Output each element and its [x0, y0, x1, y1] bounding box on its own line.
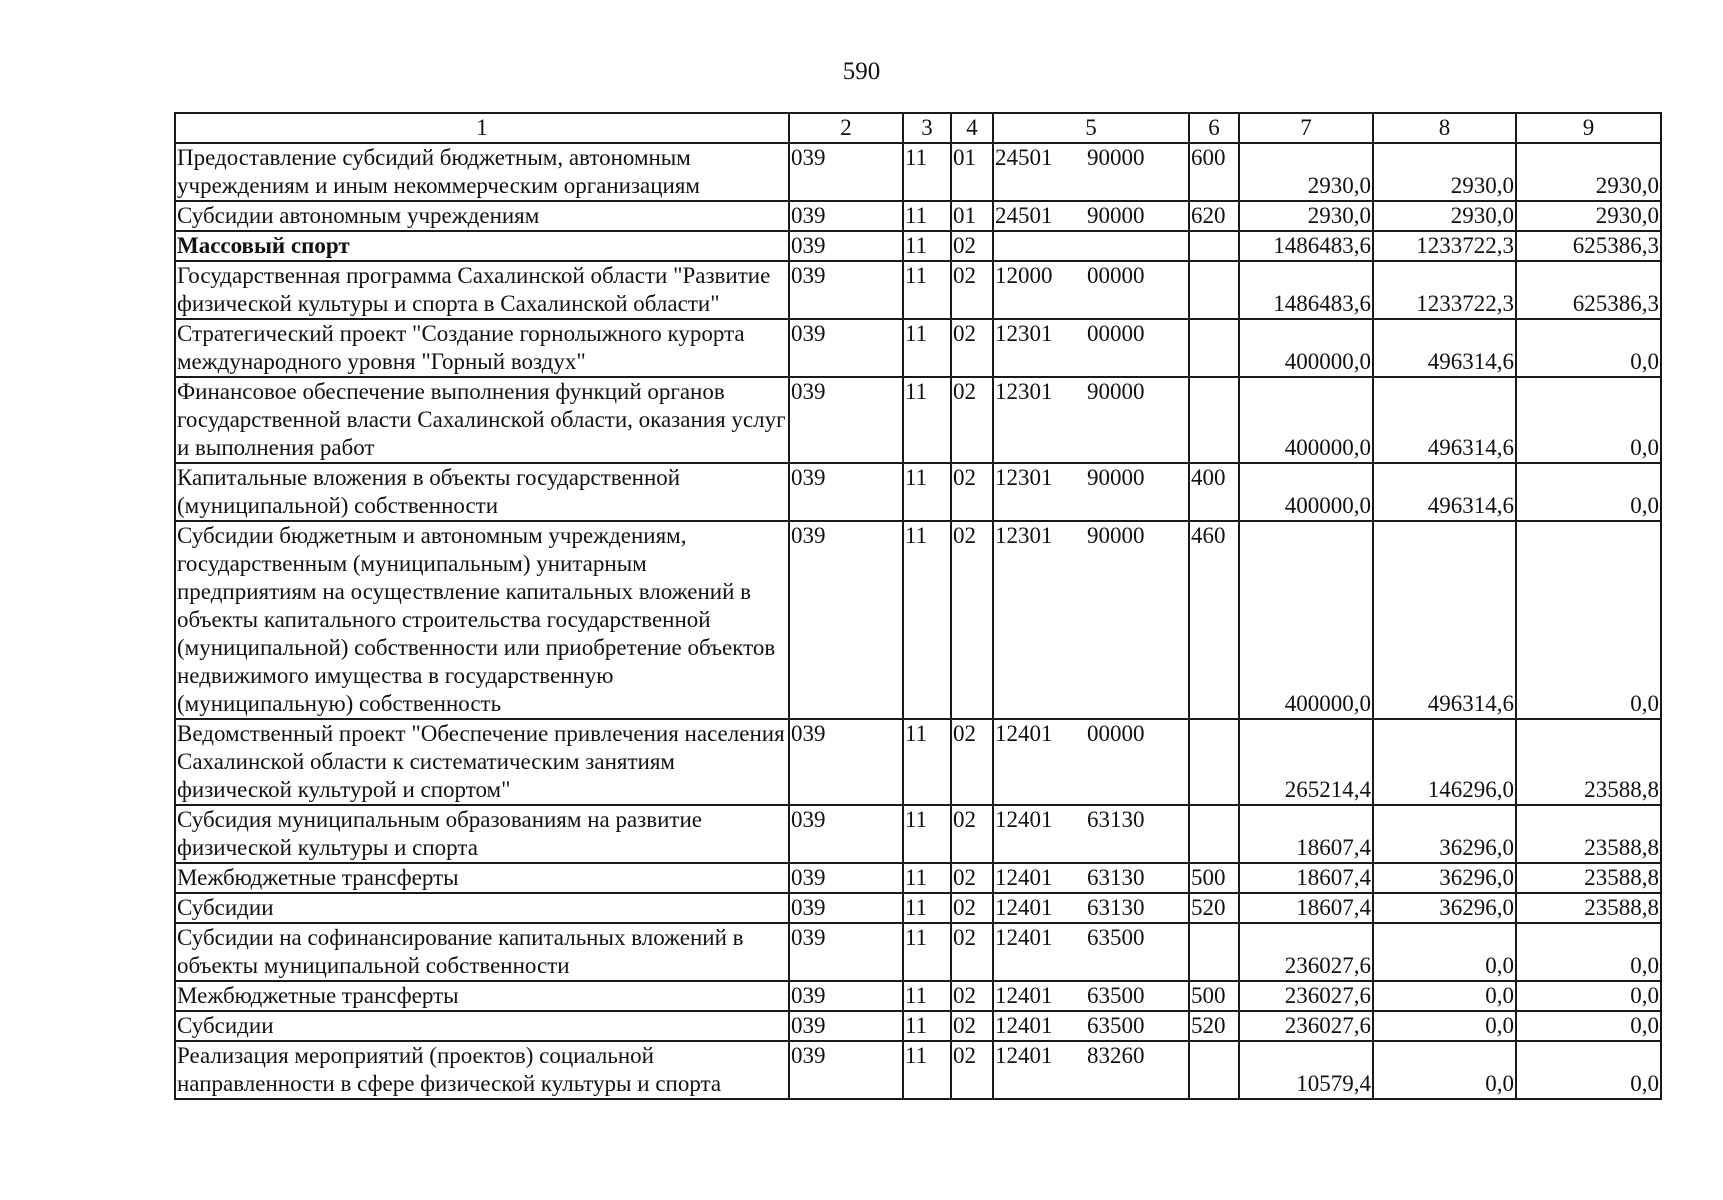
amount-year2-cell: 496314,6	[1373, 463, 1516, 521]
amount-year2-cell: 36296,0	[1373, 863, 1516, 893]
amount-year1-cell: 400000,0	[1239, 463, 1373, 521]
direction-code: 00000	[1087, 321, 1145, 346]
direction-code: 90000	[1087, 465, 1145, 490]
expense-type-cell	[1189, 231, 1239, 261]
amount-year3-cell: 23588,8	[1516, 863, 1661, 893]
program-code: 12401	[995, 807, 1053, 832]
table-row	[175, 143, 1661, 201]
amount-year3-cell: 0,0	[1516, 923, 1661, 981]
subsection-code-cell: 02	[951, 719, 993, 805]
subsection-code-cell: 02	[951, 231, 993, 261]
amount-year2-cell: 1233722,3	[1373, 231, 1516, 261]
program-code: 12401	[995, 925, 1053, 950]
row-name-cell: Реализация мероприятий (проектов) социальной направленности в сфере физической культуры и спорта	[175, 1041, 789, 1099]
direction-code: 63130	[1087, 895, 1145, 920]
ministry-code-cell: 039	[789, 893, 903, 923]
target-article-cell	[993, 863, 1189, 893]
subsection-code-cell: 02	[951, 1041, 993, 1099]
column-header: 4	[951, 113, 993, 143]
direction-code: 63130	[1087, 865, 1145, 890]
target-article-cell	[993, 719, 1189, 805]
ministry-code-cell: 039	[789, 923, 903, 981]
amount-year2-cell: 0,0	[1373, 1011, 1516, 1041]
amount-year2-cell: 1233722,3	[1373, 261, 1516, 319]
amount-year3-cell: 23588,8	[1516, 719, 1661, 805]
amount-year2-cell: 2930,0	[1373, 201, 1516, 231]
table-row	[175, 981, 1661, 1011]
section-code-cell: 11	[903, 143, 951, 201]
amount-year2-cell: 36296,0	[1373, 893, 1516, 923]
section-code-cell: 11	[903, 521, 951, 719]
ministry-code-cell: 039	[789, 805, 903, 863]
ministry-code-cell: 039	[789, 521, 903, 719]
program-code: 24501	[995, 145, 1053, 170]
table-row	[175, 231, 1661, 261]
amount-year2-cell: 496314,6	[1373, 377, 1516, 463]
amount-year3-cell: 0,0	[1516, 1011, 1661, 1041]
direction-code: 63500	[1087, 1013, 1145, 1038]
amount-year1-cell: 400000,0	[1239, 521, 1373, 719]
section-code-cell: 11	[903, 319, 951, 377]
subsection-code-cell: 01	[951, 201, 993, 231]
program-code: 12301	[995, 465, 1053, 490]
row-name-cell: Предоставление субсидий бюджетным, автономным учреждениям и иным некоммерческим организациям	[175, 143, 789, 201]
amount-year1-cell: 2930,0	[1239, 201, 1373, 231]
table-row	[175, 377, 1661, 463]
target-article-cell	[993, 1041, 1189, 1099]
subsection-code-cell: 02	[951, 863, 993, 893]
ministry-code-cell: 039	[789, 981, 903, 1011]
section-code-cell: 11	[903, 1011, 951, 1041]
amount-year3-cell: 625386,3	[1516, 261, 1661, 319]
column-header: 2	[789, 113, 903, 143]
row-name-cell: Субсидии бюджетным и автономным учреждениям, государственным (муниципальным) унитарным предприятиям на осуществление капитальных вложений в объекты капитального строительства государственной (муниципальной) собственности или приобретение объектов недвижимого имущества в государственную (муниципальную) собственность	[175, 521, 789, 719]
program-code: 24501	[995, 203, 1053, 228]
subsection-code-cell: 02	[951, 893, 993, 923]
expense-type-cell	[1189, 261, 1239, 319]
amount-year3-cell: 0,0	[1516, 981, 1661, 1011]
amount-year1-cell: 236027,6	[1239, 981, 1373, 1011]
target-article-cell	[993, 377, 1189, 463]
target-article-cell	[993, 1011, 1189, 1041]
amount-year3-cell: 0,0	[1516, 1041, 1661, 1099]
section-code-cell: 11	[903, 1041, 951, 1099]
direction-code: 90000	[1087, 145, 1145, 170]
row-name-cell: Межбюджетные трансферты	[175, 981, 789, 1011]
program-code: 12301	[995, 523, 1053, 548]
amount-year1-cell: 10579,4	[1239, 1041, 1373, 1099]
target-article-cell	[993, 893, 1189, 923]
amount-year1-cell: 236027,6	[1239, 923, 1373, 981]
column-number-row	[175, 113, 1661, 143]
expense-type-cell	[1189, 805, 1239, 863]
ministry-code-cell: 039	[789, 319, 903, 377]
program-code: 12401	[995, 983, 1053, 1008]
section-code-cell: 11	[903, 981, 951, 1011]
amount-year1-cell: 2930,0	[1239, 143, 1373, 201]
table-row	[175, 719, 1661, 805]
amount-year2-cell: 496314,6	[1373, 319, 1516, 377]
table-row	[175, 319, 1661, 377]
column-header: 6	[1189, 113, 1239, 143]
program-code: 12401	[995, 1013, 1053, 1038]
direction-code: 83260	[1087, 1043, 1145, 1068]
amount-year2-cell: 0,0	[1373, 981, 1516, 1011]
amount-year1-cell: 400000,0	[1239, 319, 1373, 377]
subsection-code-cell: 02	[951, 377, 993, 463]
table-row	[175, 1011, 1661, 1041]
subsection-code-cell: 01	[951, 143, 993, 201]
expense-type-cell: 400	[1189, 463, 1239, 521]
target-article-cell	[993, 143, 1189, 201]
ministry-code-cell: 039	[789, 231, 903, 261]
direction-code: 63130	[1087, 807, 1145, 832]
section-code-cell: 11	[903, 201, 951, 231]
section-code-cell: 11	[903, 231, 951, 261]
direction-code: 63500	[1087, 925, 1145, 950]
ministry-code-cell: 039	[789, 1011, 903, 1041]
column-header: 9	[1516, 113, 1661, 143]
target-article-cell	[993, 319, 1189, 377]
subsection-code-cell: 02	[951, 923, 993, 981]
row-name-cell: Стратегический проект "Создание горнолыжного курорта международного уровня "Горный воздух"	[175, 319, 789, 377]
target-article-cell	[993, 923, 1189, 981]
table-row	[175, 863, 1661, 893]
expense-type-cell: 500	[1189, 981, 1239, 1011]
row-name-cell: Субсидии	[175, 1011, 789, 1041]
target-article-cell	[993, 805, 1189, 863]
column-header: 8	[1373, 113, 1516, 143]
program-code: 12401	[995, 721, 1053, 746]
target-article-cell	[993, 981, 1189, 1011]
ministry-code-cell: 039	[789, 463, 903, 521]
amount-year2-cell: 496314,6	[1373, 521, 1516, 719]
amount-year3-cell: 0,0	[1516, 521, 1661, 719]
subsection-code-cell: 02	[951, 805, 993, 863]
table-row	[175, 201, 1661, 231]
expense-type-cell: 620	[1189, 201, 1239, 231]
amount-year1-cell: 1486483,6	[1239, 231, 1373, 261]
subsection-code-cell: 02	[951, 463, 993, 521]
subsection-code-cell: 02	[951, 261, 993, 319]
section-code-cell: 11	[903, 923, 951, 981]
amount-year3-cell: 0,0	[1516, 463, 1661, 521]
table-row	[175, 463, 1661, 521]
program-code: 12401	[995, 1043, 1053, 1068]
amount-year1-cell: 265214,4	[1239, 719, 1373, 805]
budget-table	[174, 112, 1662, 1100]
row-name-cell: Субсидия муниципальным образованиям на развитие физической культуры и спорта	[175, 805, 789, 863]
program-code: 12301	[995, 379, 1053, 404]
amount-year2-cell: 0,0	[1373, 923, 1516, 981]
column-header: 1	[175, 113, 789, 143]
row-name-cell: Государственная программа Сахалинской области "Развитие физической культуры и спорта в Сахалинской области"	[175, 261, 789, 319]
amount-year1-cell: 18607,4	[1239, 805, 1373, 863]
section-code-cell: 11	[903, 805, 951, 863]
direction-code: 63500	[1087, 983, 1145, 1008]
expense-type-cell	[1189, 1041, 1239, 1099]
subsection-code-cell: 02	[951, 319, 993, 377]
table-row	[175, 521, 1661, 719]
expense-type-cell	[1189, 319, 1239, 377]
table-row	[175, 261, 1661, 319]
column-header: 3	[903, 113, 951, 143]
subsection-code-cell: 02	[951, 981, 993, 1011]
target-article-cell	[993, 261, 1189, 319]
amount-year3-cell: 2930,0	[1516, 143, 1661, 201]
table-row	[175, 893, 1661, 923]
direction-code: 90000	[1087, 523, 1145, 548]
target-article-cell	[993, 201, 1189, 231]
section-code-cell: 11	[903, 719, 951, 805]
row-name-cell: Капитальные вложения в объекты государственной (муниципальной) собственности	[175, 463, 789, 521]
expense-type-cell: 460	[1189, 521, 1239, 719]
amount-year1-cell: 236027,6	[1239, 1011, 1373, 1041]
program-code: 12401	[995, 865, 1053, 890]
column-header: 5	[993, 113, 1189, 143]
amount-year1-cell: 400000,0	[1239, 377, 1373, 463]
target-article-cell	[993, 521, 1189, 719]
expense-type-cell: 500	[1189, 863, 1239, 893]
section-code-cell: 11	[903, 377, 951, 463]
ministry-code-cell: 039	[789, 719, 903, 805]
expense-type-cell: 520	[1189, 893, 1239, 923]
amount-year3-cell: 0,0	[1516, 319, 1661, 377]
amount-year2-cell: 146296,0	[1373, 719, 1516, 805]
row-name-cell: Субсидии	[175, 893, 789, 923]
target-article-cell	[993, 463, 1189, 521]
section-code-cell: 11	[903, 893, 951, 923]
row-name-cell: Субсидии на софинансирование капитальных вложений в объекты муниципальной собственности	[175, 923, 789, 981]
amount-year1-cell: 18607,4	[1239, 863, 1373, 893]
row-name-cell: Субсидии автономным учреждениям	[175, 201, 789, 231]
amount-year3-cell: 2930,0	[1516, 201, 1661, 231]
ministry-code-cell: 039	[789, 863, 903, 893]
program-code: 12301	[995, 321, 1053, 346]
amount-year2-cell: 2930,0	[1373, 143, 1516, 201]
section-code-cell: 11	[903, 261, 951, 319]
table-row	[175, 805, 1661, 863]
table-body	[175, 143, 1661, 1099]
expense-type-cell	[1189, 923, 1239, 981]
direction-code: 00000	[1087, 263, 1145, 288]
amount-year2-cell: 0,0	[1373, 1041, 1516, 1099]
subsection-code-cell: 02	[951, 521, 993, 719]
target-article-cell	[993, 231, 1189, 261]
amount-year2-cell: 36296,0	[1373, 805, 1516, 863]
row-name-cell: Массовый спорт	[175, 231, 789, 261]
expense-type-cell: 600	[1189, 143, 1239, 201]
ministry-code-cell: 039	[789, 201, 903, 231]
page-number: 590	[842, 58, 881, 85]
table-row	[175, 1041, 1661, 1099]
section-code-cell: 11	[903, 863, 951, 893]
expense-type-cell	[1189, 719, 1239, 805]
expense-type-cell	[1189, 377, 1239, 463]
column-header: 7	[1239, 113, 1373, 143]
program-code: 12401	[995, 895, 1053, 920]
direction-code: 90000	[1087, 379, 1145, 404]
amount-year3-cell: 625386,3	[1516, 231, 1661, 261]
row-name-cell: Межбюджетные трансферты	[175, 863, 789, 893]
direction-code: 00000	[1087, 721, 1145, 746]
expense-type-cell: 520	[1189, 1011, 1239, 1041]
direction-code: 90000	[1087, 203, 1145, 228]
subsection-code-cell: 02	[951, 1011, 993, 1041]
ministry-code-cell: 039	[789, 377, 903, 463]
row-name-cell: Финансовое обеспечение выполнения функций органов государственной власти Сахалинской области, оказания услуг и выполнения работ	[175, 377, 789, 463]
amount-year1-cell: 1486483,6	[1239, 261, 1373, 319]
ministry-code-cell: 039	[789, 143, 903, 201]
ministry-code-cell: 039	[789, 261, 903, 319]
amount-year3-cell: 0,0	[1516, 377, 1661, 463]
section-code-cell: 11	[903, 463, 951, 521]
ministry-code-cell: 039	[789, 1041, 903, 1099]
amount-year3-cell: 23588,8	[1516, 805, 1661, 863]
amount-year1-cell: 18607,4	[1239, 893, 1373, 923]
table-row	[175, 923, 1661, 981]
row-name-cell: Ведомственный проект "Обеспечение привлечения населения Сахалинской области к систематическим занятиям физической культурой и спортом"	[175, 719, 789, 805]
amount-year3-cell: 23588,8	[1516, 893, 1661, 923]
program-code: 12000	[995, 263, 1053, 288]
